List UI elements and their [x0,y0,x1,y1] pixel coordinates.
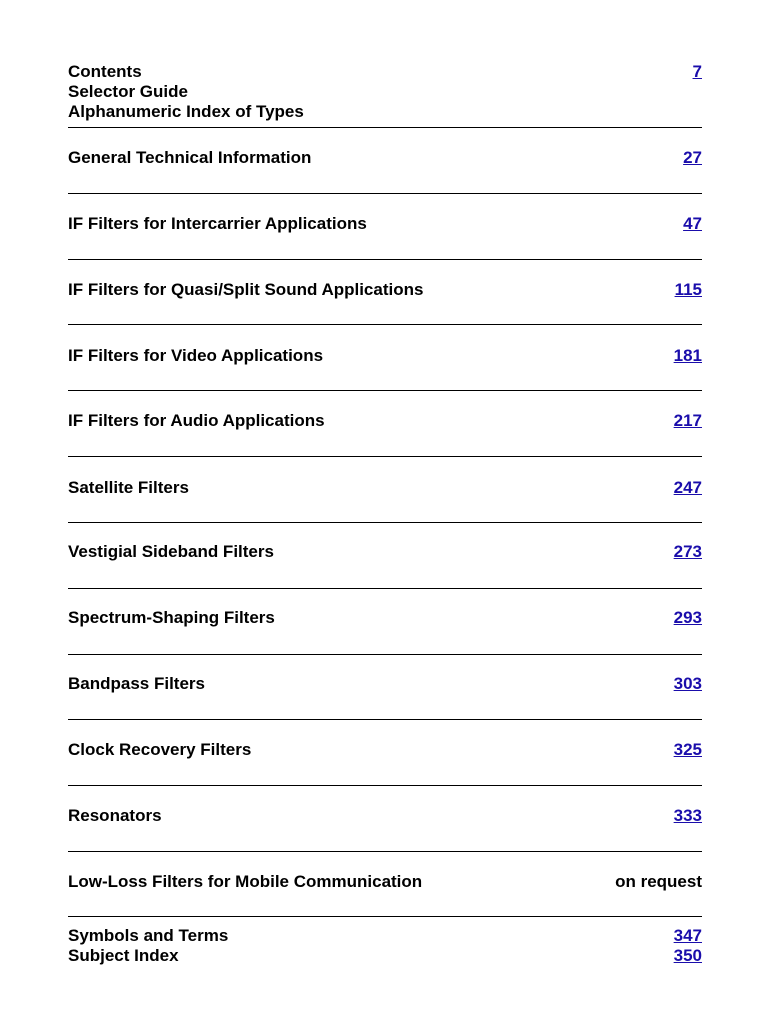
toc-entry-page-link[interactable]: 325 [673,740,702,759]
toc-entry-title: IF Filters for Audio Applications [68,411,325,430]
toc-entry-page-text: on request [615,872,702,891]
divider-line [68,127,702,128]
toc-entry-title: IF Filters for Intercarrier Applications [68,214,367,233]
toc-entry-page-link[interactable]: 293 [673,608,702,627]
toc-title-selector-guide: Selector Guide [68,82,188,101]
toc-entry-page-link[interactable]: 181 [673,346,702,365]
toc-title-contents: Contents [68,62,142,81]
toc-entry-page-link[interactable]: 27 [683,148,702,167]
toc-entry-page-link[interactable]: 333 [673,806,702,825]
toc-entry-page-link[interactable]: 217 [673,411,702,430]
divider-line [68,851,702,852]
toc-entry-title: Vestigial Sideband Filters [68,542,274,561]
toc-entry-title: Clock Recovery Filters [68,740,252,759]
toc-entry-title: General Technical Information [68,148,312,167]
toc-header-pages [693,62,702,82]
toc-entry-title: Bandpass Filters [68,674,205,693]
toc-entry-title: Spectrum-Shaping Filters [68,608,275,627]
toc-title-alphanumeric-index: Alphanumeric Index of Types [68,102,304,121]
toc-entry-title: IF Filters for Quasi/Split Sound Applications [68,280,424,299]
toc-entry-title: IF Filters for Video Applications [68,346,324,365]
divider-line [68,456,702,457]
divider-line [68,916,702,917]
divider-line [68,324,702,325]
toc-entry-title: Low-Loss Filters for Mobile Communication [68,872,423,891]
divider-line [68,654,702,655]
toc-entry-title: Resonators [68,806,162,825]
divider-line [68,259,702,260]
divider-line [68,522,702,523]
toc-page-link-symbols-and-terms[interactable]: 347 [673,926,702,945]
toc-entry-page-link[interactable]: 303 [673,674,702,693]
toc-header-titles [68,62,588,122]
toc-entry-page-link[interactable]: 115 [674,280,702,299]
divider-line [68,719,702,720]
toc-entry-page-link[interactable]: 273 [673,542,702,561]
divider-line [68,193,702,194]
divider-line [68,390,702,391]
toc-title-subject-index: Subject Index [68,946,179,965]
divider-line [68,785,702,786]
toc-page-link-subject-index[interactable]: 350 [673,946,702,965]
toc-entry-title: Satellite Filters [68,478,189,497]
toc-title-symbols-and-terms: Symbols and Terms [68,926,229,945]
divider-line [68,588,702,589]
toc-entry-page-link[interactable]: 247 [673,478,702,497]
toc-page-link-contents[interactable]: 7 [692,62,702,81]
toc-entry-page-link[interactable]: 47 [683,214,702,233]
